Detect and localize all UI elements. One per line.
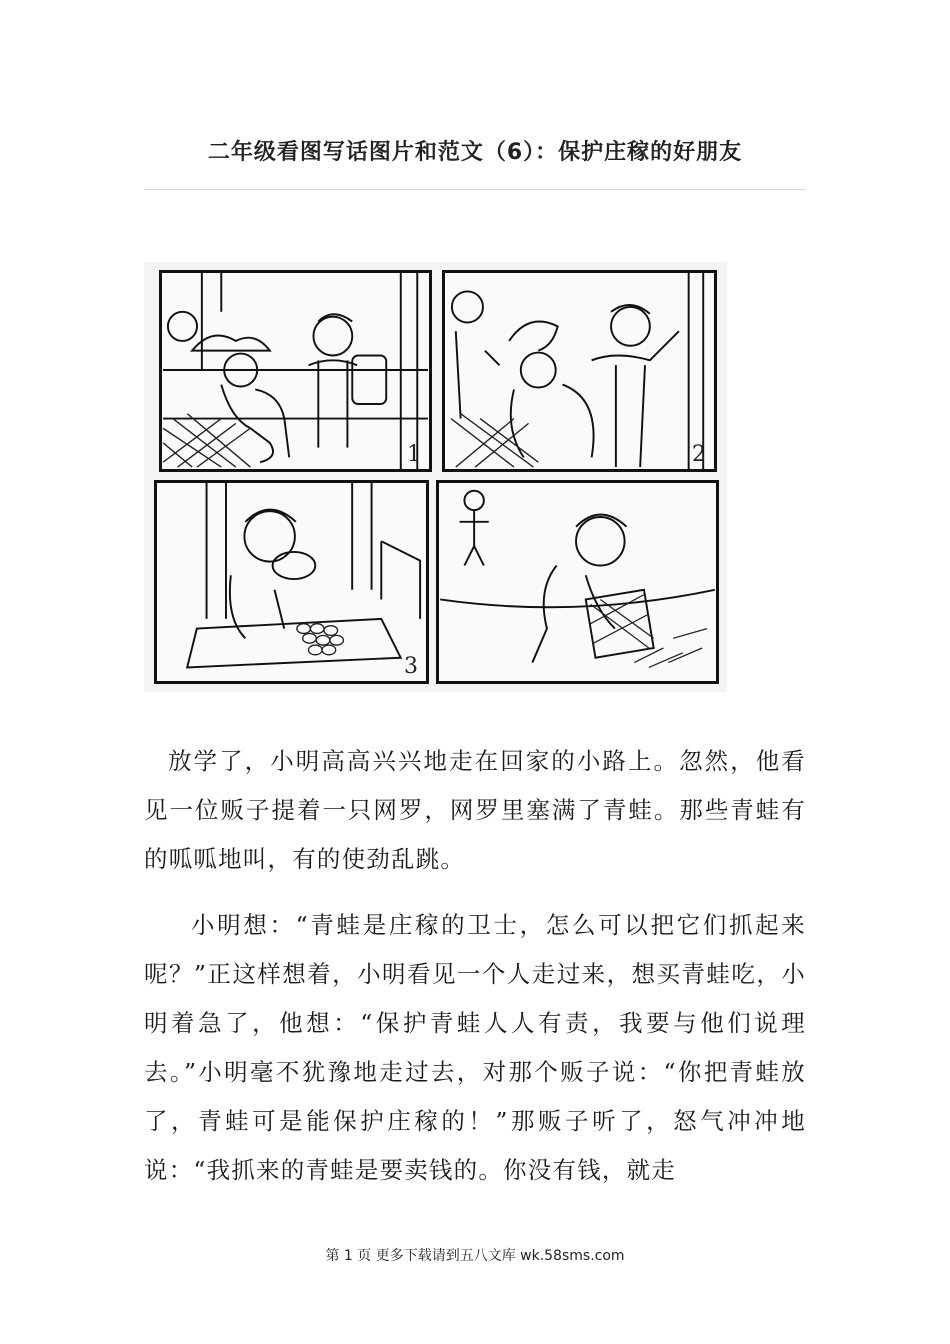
- frog-seller-illustration: [162, 273, 429, 469]
- paragraph-2: 小明想：“青蛙是庄稼的卫士，怎么可以把它们抓起来呢？”正这样想着，小明看见一个人走过来，想买青蛙吃，小明着急了，他想：“保护青蛙人人有责，我要与他们说理去。”小明毫不犹豫地走过去，对那个贩子说：“你把青蛙放了，青蛙可是能保护庄稼的！”那贩子听了，怒气冲冲地说：“我抓来的青蛙是要卖钱的。你没有钱，就走: [144, 911, 806, 1184]
- comic-panel-4: [436, 480, 719, 684]
- panel-number-3: 3: [404, 654, 418, 679]
- comic-panel-2: [442, 270, 717, 472]
- title-divider: [144, 189, 806, 190]
- comic-illustration: [144, 262, 727, 692]
- page-title: 二年级看图写话图片和范文（6）：保护庄稼的好朋友: [207, 140, 743, 165]
- boy-talks-to-seller-illustration: [445, 273, 714, 469]
- page-footer: 第 1 页 更多下载请到五八文库 wk.58sms.com: [325, 1248, 625, 1264]
- boy-thinking-illustration: [157, 483, 426, 681]
- boy-frees-frogs-illustration: [439, 483, 716, 681]
- panel-number-2: 2: [692, 442, 706, 467]
- paragraph-1: 放学了，小明高高兴兴地走在回家的小路上。忽然，他看见一位贩子提着一只网罗，网罗里塞满了青蛙。那些青蛙有的呱呱地叫，有的使劲乱跳。: [144, 747, 806, 873]
- comic-panel-3: [154, 480, 429, 684]
- comic-panel-1: [159, 270, 432, 472]
- panel-number-1: 1: [407, 442, 421, 467]
